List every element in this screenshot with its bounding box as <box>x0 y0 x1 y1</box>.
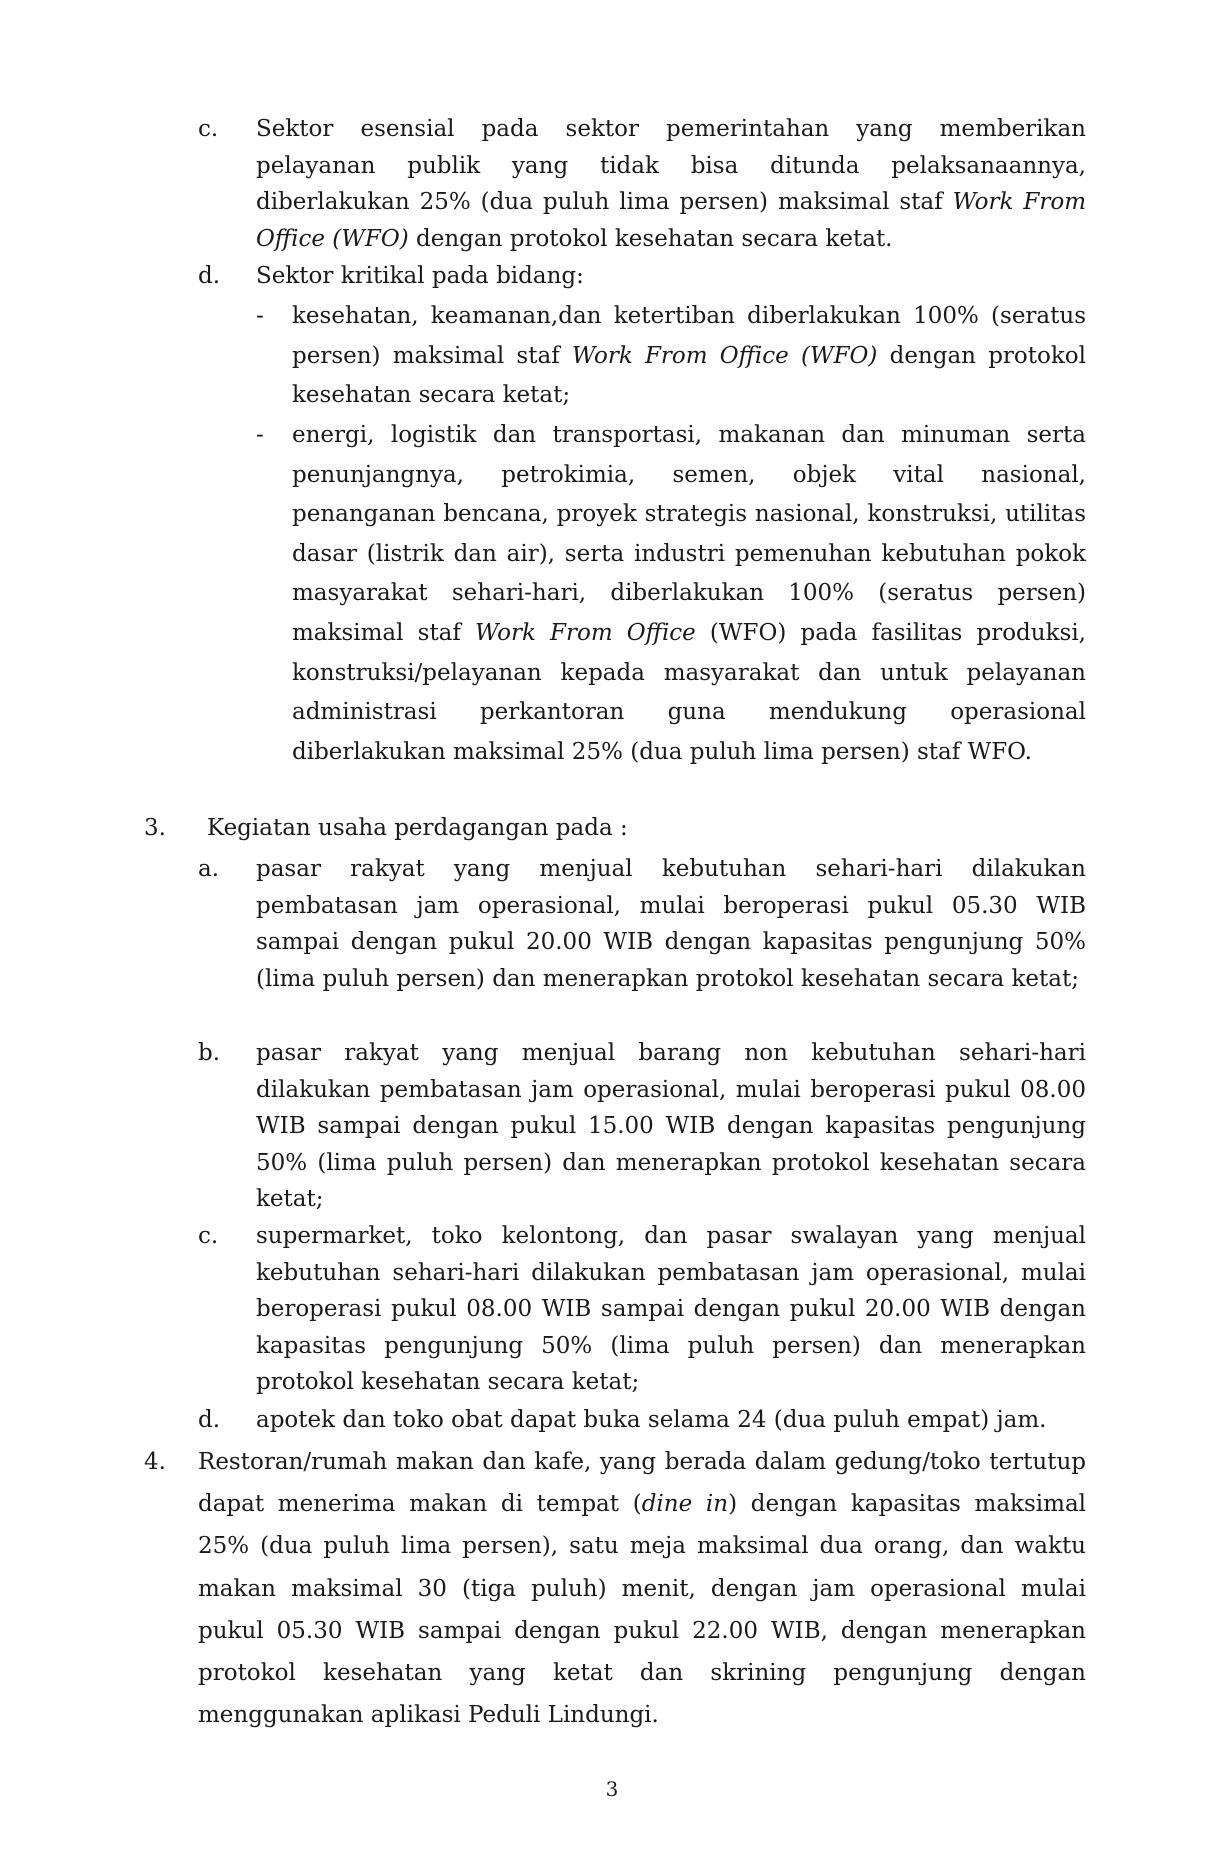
paragraph-item-3c: supermarket, toko kelontong, dan pasar swalayan yang menjual kebutuhan sehari-hari dilakukan pembatasan jam operasional, mulai beroperasi pukul 08.00 WIB sampai dengan pukul 20.00 WIB dengan kapasitas pengunjung 50% (lima puluh persen) dan menerapkan protokol kesehatan secara ketat; <box>256 1223 1086 1395</box>
paragraph-item-d: Sektor kritikal pada bidang: <box>256 263 584 289</box>
emphasis-wfo: Work From Office (WFO) <box>256 189 1086 252</box>
page-number: 3 <box>605 1777 619 1801</box>
item-label-3a: a. <box>198 856 220 882</box>
emphasis-wfo: Work From Office (WFO) <box>571 342 878 369</box>
dash-label-2: - <box>256 422 264 448</box>
emphasis-dine-in: dine in <box>641 1491 729 1518</box>
paragraph-item-3d: apotek dan toko obat dapat buka selama 24 (dua puluh empat) jam. <box>256 1407 1047 1433</box>
paragraph-dash-2: energi, logistik dan transportasi, makanan dan minuman serta penunjangnya, petrokimia, semen, objek vital nasional, penanganan bencana, proyek strategis nasional, konstruksi, utilitas dasar (listrik dan air), serta industri pemenuhan kebutuhan pokok masyarakat sehari-hari, diberlakukan 100% (seratus persen) maksimal staf Work From Office (WFO) pada fasilitas produksi, konstruksi/pelayanan kepada masyarakat dan untuk pelayanan administrasi perkantoran guna mendukung operasional diberlakukan maksimal 25% (dua puluh lima persen) staf WFO. <box>292 422 1086 765</box>
paragraph-item-3: Kegiatan usaha perdagangan pada : <box>207 815 628 841</box>
item-label-3c: c. <box>198 1223 219 1249</box>
paragraph-item-3a: pasar rakyat yang menjual kebutuhan sehari-hari dilakukan pembatasan jam operasional, mulai beroperasi pukul 05.30 WIB sampai dengan pukul 20.00 WIB dengan kapasitas pengunjung 50% (lima puluh persen) dan menerapkan protokol kesehatan secara ketat; <box>256 856 1086 992</box>
paragraph-item-3b: pasar rakyat yang menjual barang non kebutuhan sehari-hari dilakukan pembatasan jam operasional, mulai beroperasi pukul 08.00 WIB sampai dengan pukul 15.00 WIB dengan kapasitas pengunjung 50% (lima puluh persen) dan menerapkan protokol kesehatan secara ketat; <box>256 1040 1086 1212</box>
paragraph-item-4: Restoran/rumah makan dan kafe, yang berada dalam gedung/toko tertutup dapat menerima makan di tempat (dine in) dengan kapasitas maksimal 25% (dua puluh lima persen), satu meja maksimal dua orang, dan waktu makan maksimal 30 (tiga puluh) menit, dengan jam operasional mulai pukul 05.30 WIB sampai dengan pukul 22.00 WIB, dengan menerapkan protokol kesehatan yang ketat dan skrining pengunjung dengan menggunakan aplikasi Peduli Lindungi. <box>198 1449 1087 1729</box>
item-label-3d: d. <box>198 1407 221 1433</box>
paragraph-dash-1: kesehatan, keamanan,dan ketertiban diberlakukan 100% (seratus persen) maksimal staf Work From Office (WFO) dengan protokol kesehatan secara ketat; <box>292 303 1086 409</box>
emphasis-wfo: Work From Office <box>475 619 696 646</box>
paragraph-item-c: Sektor esensial pada sektor pemerintahan yang memberikan pelayanan publik yang tidak bisa ditunda pelaksanaannya, diberlakukan 25% (dua puluh lima persen) maksimal staf Work From Office (WFO) dengan protokol kesehatan secara ketat. <box>256 116 1086 252</box>
dash-label-1: - <box>256 303 264 329</box>
item-label-4: 4. <box>144 1449 166 1475</box>
item-label-c: c. <box>198 116 219 142</box>
item-label-d: d. <box>198 263 221 289</box>
item-label-3: 3. <box>144 815 166 841</box>
item-label-3b: b. <box>198 1040 221 1066</box>
